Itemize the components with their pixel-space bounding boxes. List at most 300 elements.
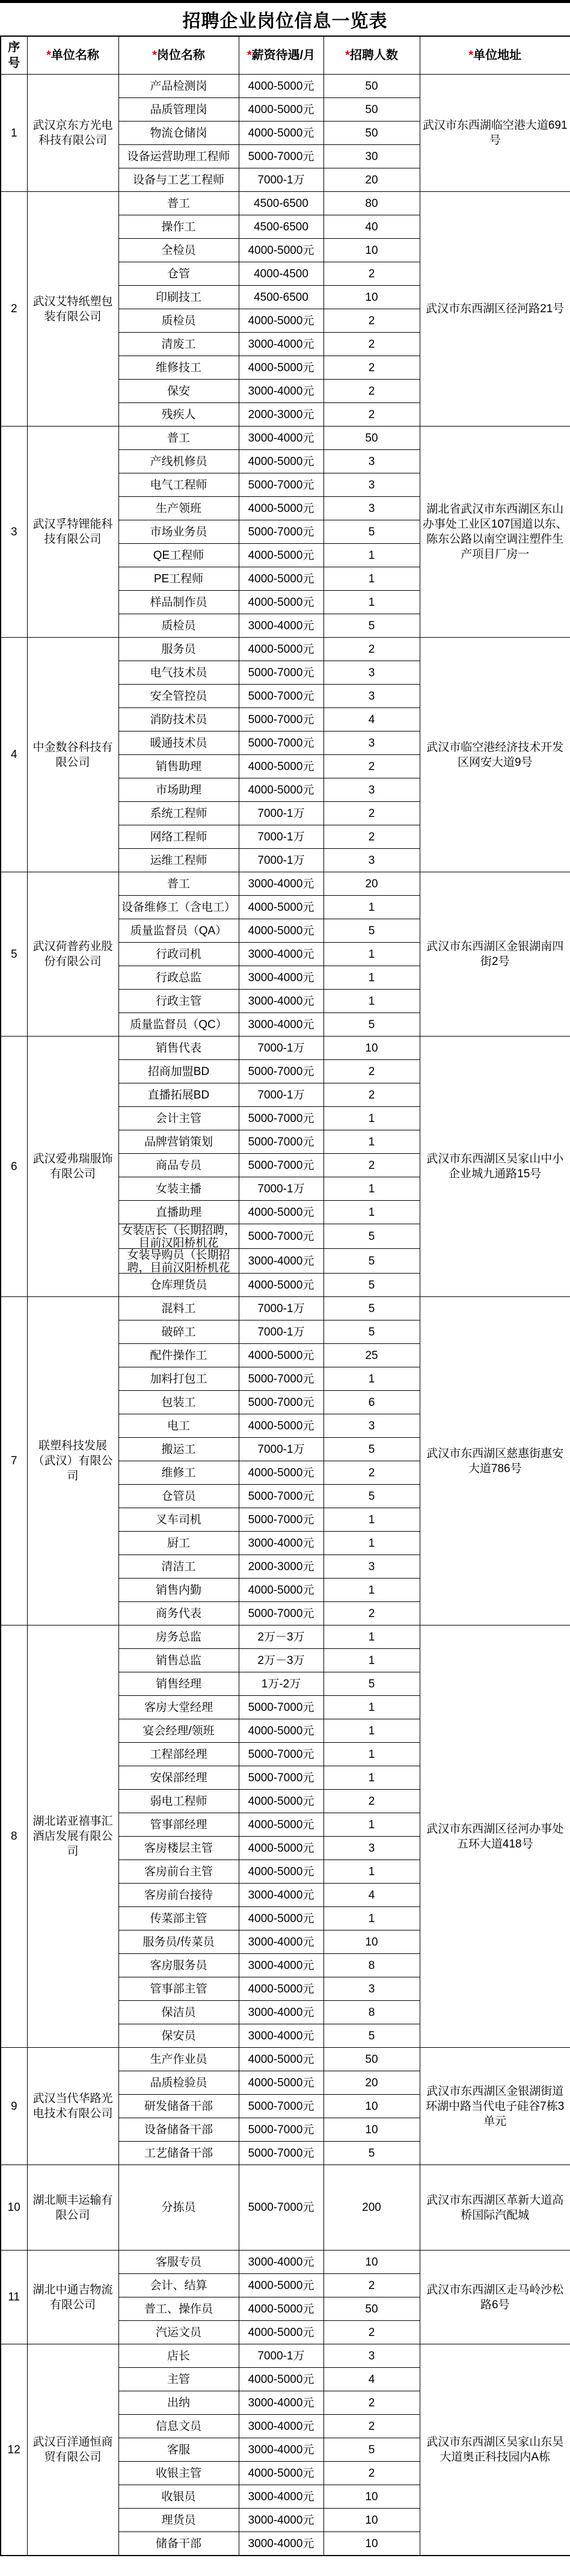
job-title-text: 暖通技术员: [150, 736, 207, 750]
job-salary-text: 1万-2万: [261, 1677, 301, 1690]
job-salary: [239, 497, 323, 520]
job-salary-text: 5000-7000元: [248, 1112, 314, 1125]
job-headcount: [323, 1107, 420, 1130]
job-headcount-text: 2: [368, 1088, 375, 1102]
job-row: [1, 1037, 570, 1060]
job-headcount-text: 1: [368, 971, 375, 984]
job-title-text: 工艺储备干部: [144, 2146, 213, 2160]
job-title-text: 信息文员: [155, 2420, 201, 2433]
job-title: [118, 122, 239, 145]
job-salary: [239, 1107, 323, 1130]
job-salary: [239, 1013, 323, 1037]
job-title: [118, 802, 239, 825]
job-headcount-text: 2: [368, 2396, 375, 2409]
job-title-text: 店长: [167, 2349, 190, 2362]
job-salary-text: 4000-4500: [254, 267, 308, 280]
job-headcount: [323, 1719, 420, 1743]
job-title: [118, 1930, 239, 1954]
job-salary: [239, 1461, 323, 1485]
job-salary-text: 4000-5000元: [248, 783, 314, 797]
job-title-text: 理货员: [161, 2513, 196, 2527]
job-title-text: 普工: [167, 877, 190, 890]
job-headcount-text: 2: [368, 2420, 375, 2433]
job-headcount-text: 10: [365, 1935, 378, 1949]
job-salary-text: 4000-5000元: [248, 361, 314, 374]
job-headcount: [323, 661, 420, 685]
job-salary-text: 4000-5000元: [248, 1278, 314, 1292]
job-title-text: 保安员: [161, 2029, 196, 2042]
job-headcount-text: 1: [368, 1818, 375, 1831]
job-headcount: [323, 1177, 420, 1201]
company-serial-number: [1, 192, 27, 427]
job-title: [118, 2485, 239, 2509]
company-address: [420, 638, 570, 872]
job-headcount: [323, 262, 420, 286]
job-salary-text: 4000-5000元: [248, 103, 314, 116]
job-salary: [239, 1532, 323, 1555]
job-headcount-text: 4: [368, 1888, 375, 1902]
job-salary: [239, 239, 323, 262]
job-salary-text: 2000-3000元: [248, 1560, 314, 1573]
job-salary: [239, 825, 323, 849]
job-salary-text: 5000-7000元: [248, 2146, 314, 2160]
job-headcount-text: 2: [368, 2326, 375, 2339]
job-title: [118, 380, 239, 403]
job-headcount: [323, 1013, 420, 1037]
job-salary: [239, 1625, 323, 1649]
job-headcount: [323, 2344, 420, 2368]
job-headcount-text: 5: [368, 1230, 375, 1243]
job-headcount: [323, 356, 420, 380]
job-headcount-text: 3: [368, 783, 375, 797]
job-headcount: [323, 2048, 420, 2071]
job-headcount: [323, 1790, 420, 1813]
job-title-text: 商务代表: [155, 1607, 201, 1620]
job-salary-text: 7000-1万: [257, 1088, 305, 1102]
job-headcount-text: 1: [368, 596, 375, 609]
job-salary: [239, 1060, 323, 1083]
job-salary-text: 5000-7000元: [248, 1135, 314, 1148]
job-salary: [239, 1344, 323, 1367]
job-salary: [239, 2071, 323, 2095]
job-title-text: 仓管员: [161, 1490, 196, 1503]
job-title: [118, 1579, 239, 1602]
job-headcount: [323, 1696, 420, 1719]
job-title-text: 运维工程师: [150, 854, 207, 867]
job-salary: [239, 1860, 323, 1884]
company-address-text: 武汉市东西湖区金银湖街道环湖中路当代电子硅谷7栋3单元: [426, 2085, 565, 2128]
job-title-text: 加料打包工: [150, 1372, 207, 1385]
job-headcount: [323, 2095, 420, 2118]
company-address: [420, 427, 570, 638]
job-title-text: 设备储备干部: [144, 2123, 213, 2136]
job-title-text: 安保部经理: [150, 1771, 207, 1784]
job-title: [118, 732, 239, 755]
job-headcount-text: 5: [368, 924, 375, 937]
job-title: [118, 638, 239, 661]
job-title: [118, 943, 239, 966]
company-name: [27, 2048, 118, 2165]
company-name-text: 武汉百洋通恒商贸有限公司: [32, 2436, 113, 2464]
job-salary-text: 4000-5000元: [248, 455, 314, 468]
job-salary-text: 3000-4000元: [248, 2420, 314, 2433]
job-salary-text: 4000-5000元: [248, 2053, 314, 2066]
job-headcount: [323, 75, 420, 98]
job-salary: [239, 661, 323, 685]
job-title-text: 收银主管: [155, 2467, 201, 2480]
company-serial-number-text: 9: [10, 2100, 17, 2113]
job-salary-text: 4000-5000元: [248, 1466, 314, 1479]
company-name-text: 湖北中通吉物流有限公司: [32, 2283, 113, 2311]
job-salary: [239, 896, 323, 919]
job-headcount: [323, 2251, 420, 2274]
job-headcount: [323, 1344, 420, 1367]
required-asterisk: *: [46, 49, 51, 62]
company-address: [420, 2165, 570, 2251]
header-serial-number: 序号: [1, 36, 27, 75]
company-rows: [1, 75, 570, 2556]
job-salary: [239, 2024, 323, 2048]
job-salary-text: 3000-4000元: [248, 1018, 314, 1031]
company-serial-number: [1, 427, 27, 638]
job-title: [118, 473, 239, 497]
job-title: [118, 1391, 239, 1414]
job-salary: [239, 1719, 323, 1743]
job-salary-text: 3000-4000元: [248, 1888, 314, 1902]
job-salary-text: 4000-5000元: [248, 642, 314, 656]
company-serial-number-text: 12: [7, 2443, 20, 2456]
job-salary-text: 3000-4000元: [248, 619, 314, 632]
job-salary: [239, 1602, 323, 1625]
job-title-text: 维修工: [161, 1466, 196, 1479]
job-title: [118, 1013, 239, 1037]
job-headcount: [323, 1201, 420, 1224]
job-title-text: 传菜部主管: [150, 1912, 207, 1925]
company-address-text: 武汉市东西湖临空港大道691号: [422, 119, 568, 147]
job-headcount-text: 2: [368, 807, 375, 820]
job-title-text: 设备维修工（含电工）: [121, 901, 236, 914]
job-headcount-text: 5: [368, 525, 375, 538]
company-name-text: 联塑科技发展（武汉）有限公司: [32, 1440, 113, 1482]
job-headcount: [323, 919, 420, 943]
job-title-text: 质量监督员（QA）: [130, 924, 227, 937]
job-salary: [239, 333, 323, 356]
job-salary-text: 5000-7000元: [248, 2201, 314, 2214]
job-headcount-text: 30: [365, 150, 378, 163]
job-salary-text: 5000-7000元: [248, 736, 314, 750]
job-title-text: 服务员: [161, 642, 196, 656]
job-title: [118, 1249, 239, 1274]
job-title-text: 客房服务员: [150, 1959, 207, 1972]
job-title-text: 消防技术员: [150, 713, 207, 726]
job-salary: [239, 1672, 323, 1696]
job-salary: [239, 1907, 323, 1930]
job-headcount: [323, 755, 420, 778]
company-serial-number-text: 6: [10, 1160, 17, 1173]
job-title-text: 客房前台接待: [144, 1888, 213, 1902]
job-title-text: 汽运文员: [155, 2326, 201, 2339]
job-salary: [239, 1037, 323, 1060]
company-serial-number-text: 1: [10, 126, 17, 140]
job-title-text: 保洁员: [161, 2006, 196, 2019]
job-headcount: [323, 1649, 420, 1672]
job-title: [118, 1060, 239, 1083]
job-headcount: [323, 2024, 420, 2048]
job-headcount-text: 1: [368, 1701, 375, 1714]
job-headcount-text: 20: [365, 2076, 378, 2089]
job-salary: [239, 1083, 323, 1107]
job-title-text: 女装店长（长期招聘，目前汉阳桥机花: [121, 1224, 236, 1248]
company-serial-number: [1, 638, 27, 872]
job-title: [118, 1672, 239, 1696]
job-salary-text: 5000-7000元: [248, 1607, 314, 1620]
job-title: [118, 778, 239, 802]
job-salary: [239, 2095, 323, 2118]
company-serial-number-text: 7: [10, 1455, 17, 1467]
job-headcount-text: 3: [368, 1841, 375, 1855]
job-title-text: 服务员/传菜员: [142, 1935, 215, 1949]
job-title-text: 客服专员: [155, 2255, 201, 2269]
job-headcount: [323, 1813, 420, 1837]
job-headcount-text: 5: [368, 619, 375, 632]
job-row: [1, 638, 570, 661]
job-title: [118, 1766, 239, 1790]
job-headcount: [323, 638, 420, 661]
job-salary-text: 5000-7000元: [248, 713, 314, 726]
job-title-text: 市场助理: [155, 783, 201, 797]
job-headcount-text: 4: [368, 2373, 375, 2386]
job-headcount-text: 50: [365, 126, 378, 140]
job-title: [118, 1201, 239, 1224]
job-title-text: 电工: [167, 1419, 190, 1432]
company-address-text: 武汉市东西湖区径河办事处五环大道418号: [426, 1822, 564, 1850]
company-address-text: 武汉市东西湖区金银湖南四街2号: [426, 940, 564, 968]
job-salary-text: 3000-4000元: [248, 2443, 314, 2456]
job-title: [118, 1037, 239, 1060]
job-title-text: 行政司机: [155, 948, 201, 961]
job-title-text: 质检员: [161, 314, 196, 327]
job-headcount: [323, 473, 420, 497]
job-title: [118, 2024, 239, 2048]
job-title-text: 招商加盟BD: [147, 1065, 210, 1078]
job-title: [118, 1860, 239, 1884]
job-headcount: [323, 614, 420, 638]
job-headcount: [323, 778, 420, 802]
job-salary-text: 4000-5000元: [248, 1349, 314, 1362]
job-title: [118, 2118, 239, 2142]
job-salary-text: 5000-7000元: [248, 2123, 314, 2136]
job-salary-text: 3000-4000元: [248, 1254, 314, 1268]
job-headcount-text: 20: [365, 877, 378, 890]
job-title-text: 品质管理岗: [150, 103, 207, 116]
job-row: [1, 192, 570, 215]
job-headcount: [323, 122, 420, 145]
job-headcount-text: 80: [365, 197, 378, 210]
job-salary: [239, 1201, 323, 1224]
job-headcount-text: 3: [368, 1419, 375, 1432]
job-title-text: 销售代表: [155, 1041, 201, 1055]
job-title: [118, 1177, 239, 1201]
job-title-text: 物流仓储岗: [150, 126, 207, 140]
job-headcount: [323, 1555, 420, 1579]
job-headcount: [323, 98, 420, 122]
job-title-text: 主管: [167, 2373, 190, 2386]
job-title: [118, 1977, 239, 2001]
job-title-text: 销售内勤: [155, 1583, 201, 1597]
job-title-text: 分拣员: [161, 2201, 196, 2214]
job-salary-text: 4000-5000元: [248, 901, 314, 914]
job-title-text: QE工程师: [153, 549, 204, 562]
company-name-text: 武汉孚特锂能科技有限公司: [32, 518, 113, 546]
job-headcount-text: 5: [368, 1443, 375, 1456]
job-headcount-text: 1: [368, 1724, 375, 1737]
job-title-text: 破碎工: [161, 1325, 196, 1339]
job-salary-text: 4500-6500: [254, 220, 308, 233]
job-title-text: 保安: [167, 384, 190, 398]
job-headcount: [323, 1954, 420, 1977]
job-headcount: [323, 2509, 420, 2532]
job-salary-text: 7000-1万: [257, 1302, 305, 1315]
job-salary: [239, 2509, 323, 2532]
job-title-text: PE工程师: [153, 572, 204, 585]
job-title-text: 设备运营助理工程师: [127, 150, 230, 163]
company-serial-number-text: 3: [10, 525, 17, 538]
job-headcount: [323, 1977, 420, 2001]
job-headcount-text: 50: [365, 431, 378, 445]
company-name: [27, 192, 118, 427]
job-salary: [239, 2344, 323, 2368]
job-salary-text: 4000-5000元: [248, 2373, 314, 2386]
job-salary-text: 7000-1万: [257, 1182, 305, 1195]
job-salary-text: 5000-7000元: [248, 1748, 314, 1761]
job-salary: [239, 802, 323, 825]
job-headcount-text: 2: [368, 2279, 375, 2292]
job-headcount: [323, 1602, 420, 1625]
job-headcount-text: 2: [368, 1466, 375, 1479]
job-salary-text: 3000-4000元: [248, 2029, 314, 2042]
job-title: [118, 1907, 239, 1930]
job-headcount-text: 1: [368, 572, 375, 585]
job-title-text: 产品检测岗: [150, 79, 207, 93]
company-address: [420, 1625, 570, 2048]
job-headcount-text: 3: [368, 455, 375, 468]
job-salary: [239, 1391, 323, 1414]
job-title: [118, 75, 239, 98]
job-title: [118, 1344, 239, 1367]
job-headcount: [323, 1672, 420, 1696]
job-headcount-text: 1: [368, 1372, 375, 1385]
job-title: [118, 1532, 239, 1555]
job-salary: [239, 567, 323, 591]
job-salary-text: 3000-4000元: [248, 2255, 314, 2269]
job-title-text: 客服: [167, 2443, 190, 2456]
job-title: [118, 2368, 239, 2391]
job-salary-text: 4000-5000元: [248, 1912, 314, 1925]
job-salary: [239, 520, 323, 544]
job-salary: [239, 427, 323, 450]
job-headcount: [323, 192, 420, 215]
job-headcount-text: 2: [368, 267, 375, 280]
job-title: [118, 1954, 239, 1977]
job-salary-text: 5000-7000元: [248, 689, 314, 703]
job-salary-text: 4000-5000元: [248, 572, 314, 585]
job-salary: [239, 614, 323, 638]
job-title-text: 销售经理: [155, 1677, 201, 1690]
job-headcount-text: 1: [368, 994, 375, 1008]
job-headcount: [323, 1930, 420, 1954]
company-name: [27, 1037, 118, 1297]
company-address: [420, 1037, 570, 1297]
header-salary: *薪资待遇/月: [239, 36, 323, 75]
company-address: [420, 872, 570, 1037]
job-title-text: 全检员: [161, 244, 196, 257]
job-title: [118, 145, 239, 168]
job-salary-text: 5000-7000元: [248, 1372, 314, 1385]
company-serial-number-text: 10: [7, 2201, 20, 2214]
job-headcount-text: 1: [368, 1536, 375, 1550]
job-headcount-text: 10: [365, 2123, 378, 2136]
job-headcount: [323, 567, 420, 591]
job-title: [118, 2251, 239, 2274]
company-name: [27, 1625, 118, 2048]
job-title: [118, 2001, 239, 2024]
job-title: [118, 520, 239, 544]
job-headcount-text: 10: [365, 1041, 378, 1055]
job-salary: [239, 872, 323, 896]
company-name: [27, 2344, 118, 2556]
job-headcount: [323, 825, 420, 849]
company-serial-number: [1, 1297, 27, 1625]
job-headcount-text: 40: [365, 220, 378, 233]
job-salary: [239, 1837, 323, 1860]
job-headcount: [323, 2297, 420, 2321]
job-title-text: 样品制作员: [150, 596, 207, 609]
company-name-text: 武汉当代华路光电技术有限公司: [32, 2092, 113, 2120]
job-headcount: [323, 849, 420, 872]
company-serial-number: [1, 2344, 27, 2556]
job-title: [118, 1743, 239, 1766]
job-salary-text: 4000-5000元: [248, 549, 314, 562]
job-salary-text: 7000-1万: [257, 1325, 305, 1339]
job-title-text: 普工: [167, 431, 190, 445]
job-title-text: 搬运工: [161, 1443, 196, 1456]
job-headcount-text: 2: [368, 642, 375, 656]
job-row: [1, 1625, 570, 1649]
job-salary: [239, 685, 323, 708]
job-title: [118, 1297, 239, 1320]
job-headcount-text: 10: [365, 2537, 378, 2550]
job-headcount: [323, 1837, 420, 1860]
job-title-text: 行政总监: [155, 971, 201, 984]
job-title-text: 质量监督员（QC）: [130, 1018, 227, 1031]
job-title-text: 行政主管: [155, 994, 201, 1008]
job-headcount-text: 2: [368, 1607, 375, 1620]
job-salary-text: 5000-7000元: [248, 666, 314, 679]
job-salary-text: 4500-6500: [254, 291, 308, 304]
job-salary-text: 4000-5000元: [248, 924, 314, 937]
job-headcount-text: 50: [365, 2302, 378, 2316]
job-salary-text: 5000-7000元: [248, 150, 314, 163]
company-serial-number-text: 8: [10, 1830, 17, 1843]
job-row: [1, 1297, 570, 1320]
job-salary: [239, 380, 323, 403]
job-headcount: [323, 2001, 420, 2024]
job-salary-text: 4000-5000元: [248, 244, 314, 257]
job-salary-text: 7000-1万: [257, 1041, 305, 1055]
job-title: [118, 825, 239, 849]
job-salary-text: 5000-7000元: [248, 1771, 314, 1784]
job-headcount: [323, 2274, 420, 2297]
